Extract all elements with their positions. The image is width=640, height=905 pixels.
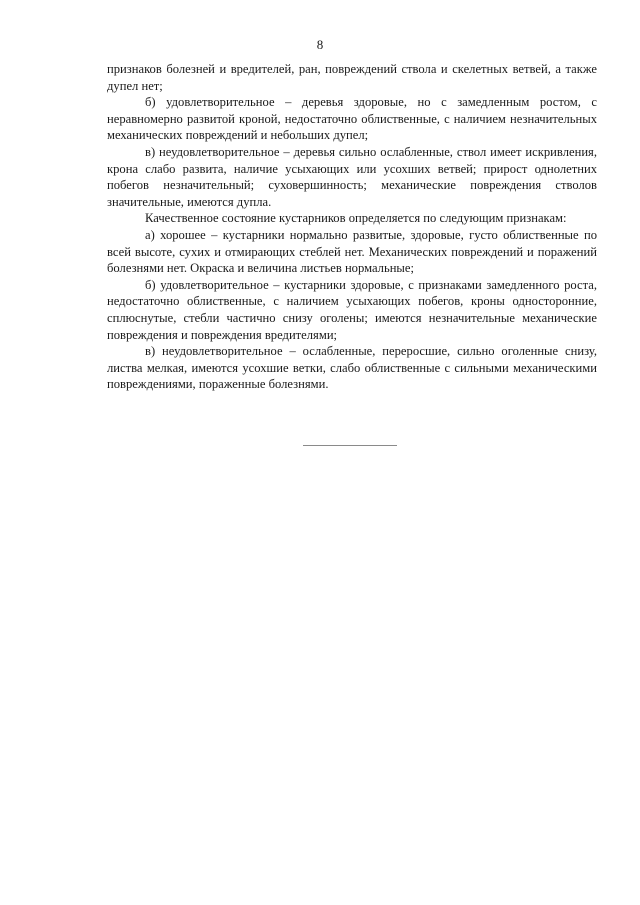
end-separator-line [303, 445, 397, 446]
paragraph-trees-unsatisfactory: в) неудовлетворительное – деревья сильно ослабленные, ствол имеет искривления, крона слабо развита, наличие усыхающих или усохших ветвей; прирост однолетних побегов незначительный; суховершинность; механические повреждения стволов значительные, имеются дупла. [107, 144, 597, 209]
paragraph-shrubs-intro: Качественное состояние кустарников определяется по следующим признакам: [145, 211, 567, 226]
body-text [107, 61, 597, 393]
paragraph-trees-satisfactory: б) удовлетворительное – деревья здоровые, но с замедленным ростом, с неравномерно развитой кроной, недостаточно облиственные, с наличием незначительных механических повреждений и небольших дупел; [107, 95, 597, 143]
page-number: 8 [316, 37, 324, 52]
paragraph-shrubs-unsatisfactory: в) неудовлетворительное – ослабленные, переросшие, сильно оголенные снизу, листва мелкая, имеются усохшие ветки, слабо облиственные с сильными механическими повреждениями, пораженные болезнями. [107, 344, 597, 392]
paragraph-shrubs-good: а) хорошее – кустарники нормально развитые, здоровые, густо облиственные по всей высоте, сухих и отмирающих стеблей нет. Механических повреждений и поражений болезнями нет. Окраска и величина листьев нормальные; [107, 227, 597, 276]
paragraph-trees-good-continuation: признаков болезней и вредителей, ран, повреждений ствола и скелетных ветвей, а также дупел нет; [107, 62, 597, 93]
paragraph-shrubs-satisfactory: б) удовлетворительное – кустарники здоровые, с признаками замедленного роста, недостаточно облиственные, с наличием усыхающих побегов, кроны односторонние, сплюснутые, стебли частично снизу оголены; имеются незначительные механические повреждения и повреждения вредителями; [107, 277, 597, 342]
